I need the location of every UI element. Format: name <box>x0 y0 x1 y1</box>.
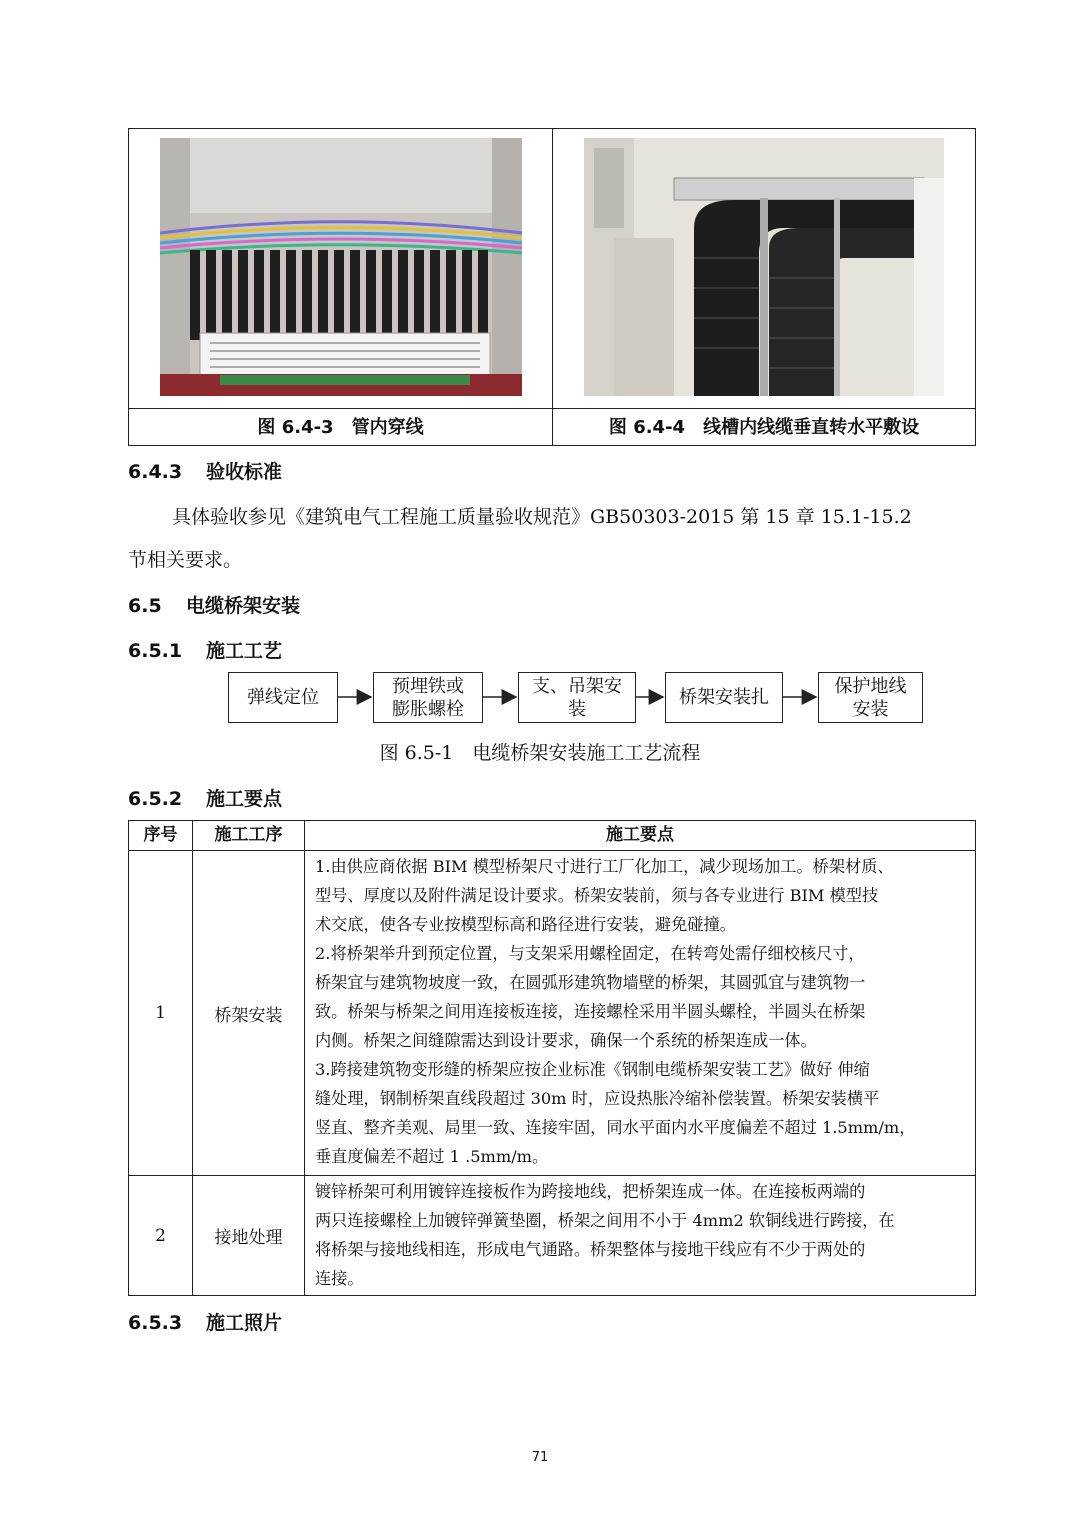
row-1-step: 桥架安装 <box>214 1005 283 1026</box>
row-2-points: 镀锌桥架可利用镀锌连接板作为跨接地线，把桥架连成一体。在连接板两端的 两只连接螺栓上加镀锌弹簧垫圈，桥架之间用不小于 4mm2 软铜线进行跨接，在 将桥架与接地线相连，形成电气通路。桥架整体与接地干线应有不少于两处的 连接。 <box>315 1182 895 1288</box>
header-no: 序号 <box>143 825 178 845</box>
header-step: 施工工序 <box>214 825 283 845</box>
paragraph-line-2: 节相关要求。 <box>128 549 243 571</box>
figure-caption-left: 图 6.4-3 管内穿线 <box>129 409 553 446</box>
flow-step-5: 保护地线 安装 <box>818 672 923 723</box>
flow-caption: 图 6.5-1 电缆桥架安装施工工艺流程 <box>379 742 701 764</box>
flow-step-3: 支、吊架安 装 <box>518 672 636 723</box>
figure-caption-right: 图 6.4-4 线槽内线缆垂直转水平敷设 <box>608 417 920 438</box>
section-heading-6-5-3: 6.5.3 施工照片 <box>128 1312 283 1334</box>
row-2-step: 接地处理 <box>214 1228 283 1248</box>
construction-points-table <box>128 820 976 1296</box>
figure-table <box>128 128 976 446</box>
page-number: 71 <box>531 1450 549 1465</box>
figure-caption-row <box>129 408 975 445</box>
photo-cable-tray-vertical-to-horizontal <box>584 138 944 396</box>
figure-cell-left <box>129 129 553 408</box>
flow-step-4: 桥架安装扎 <box>665 672 783 723</box>
figure-cell-right <box>553 129 975 408</box>
row-1-no: 1 <box>155 1003 166 1023</box>
flow-step-1: 弹线定位 <box>228 672 338 723</box>
section-heading-6-5-2: 6.5.2 施工要点 <box>128 788 283 810</box>
section-heading-6-5-1: 6.5.1 施工工艺 <box>128 640 283 662</box>
header-points: 施工要点 <box>606 825 674 845</box>
row-1-points: 1.由供应商依据 BIM 模型桥架尺寸进行工厂化加工，减少现场加工。桥架材质、 型号、厚度以及附件满足设计要求。桥架安装前，须与各专业进行 BIM 模型技 术交底，使各专业按模型标高和路径进行安装，避免碰撞。 2.将桥架举升到预定位置，与支架采用螺栓固定，在转弯处需仔细校核尺寸， 桥架宜与建筑物坡度一致，在圆弧形建筑物墙壁的桥架，其圆弧宜与建筑物一 致。桥架与桥架之间用连接板连接，连接螺栓采用半圆头螺栓，半圆头在桥架 内侧。桥架之间缝隙需达到设计要求，确保一个系统的桥架连成一体。 3.跨接建筑物变形缝的桥架应按企业标准《钢制电缆桥架安装工艺》做好 伸缩 缝处理，钢制桥架直线段超过 30m 时，应设热胀冷缩补偿装置。桥架安装横平 竖直、整齐美观、局里一致、连接牢固，同水平面内水平度偏差不超过 1.5mm/m， 垂直度偏差不超过 1 .5mm/m。 <box>315 857 916 1166</box>
photo-cable-threading <box>160 138 522 396</box>
flow-arrows <box>0 672 1080 723</box>
flow-step-2: 预埋铁或 膨胀螺栓 <box>373 672 483 723</box>
section-heading-6-4-3: 6.4.3 验收标准 <box>128 461 283 483</box>
section-heading-6-5: 6.5 电缆桥架安装 <box>128 595 301 617</box>
row-2-no: 2 <box>155 1225 166 1246</box>
paragraph-line-1: 具体验收参见《建筑电气工程施工质量验收规范》GB50303-2015 第 15 章 15.1-15.2 <box>172 506 912 528</box>
